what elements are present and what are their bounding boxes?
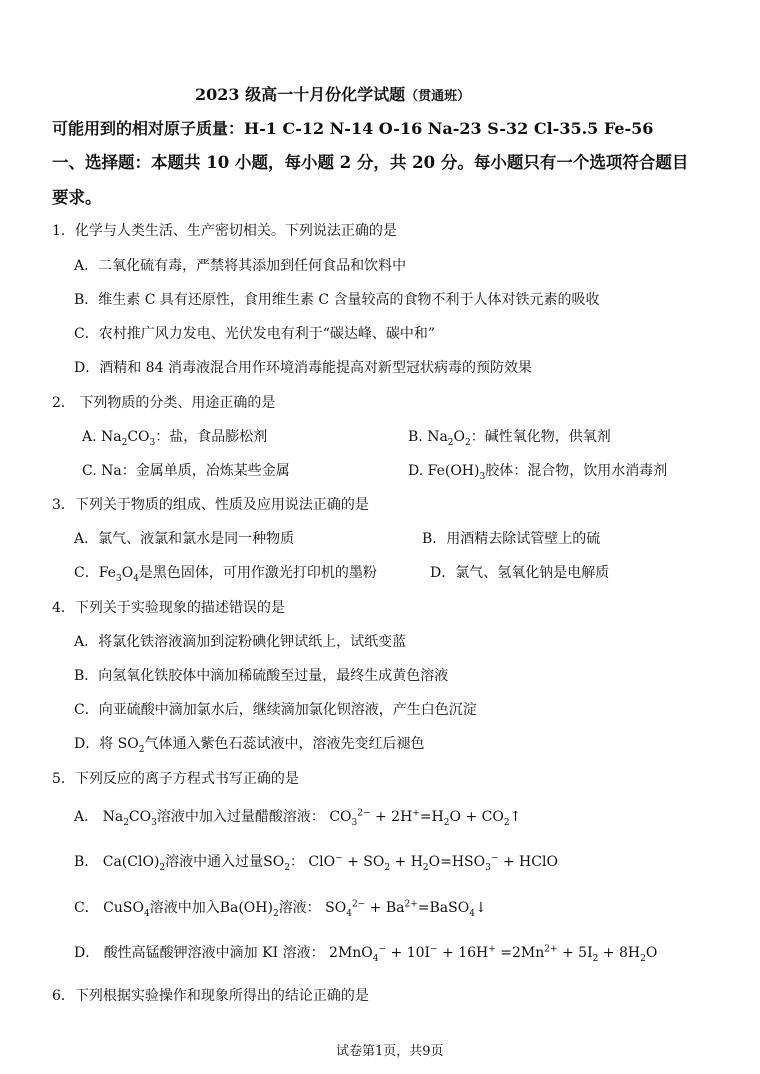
q5-c-equation: $SO_4^{2-}$ + $Ba^{2+}=BaSO_4↓$ bbox=[325, 899, 487, 919]
q2-option-d: D. $Fe(OH)_3$胶体：混合物，饮用水消毒剂 bbox=[408, 463, 668, 482]
q5-option-b: B． $Ca(ClO)_2$溶液中通入过量$SO_2$： $ClO^- + SO_2 + H_2O=HSO_3^-$ + HClO bbox=[74, 853, 558, 873]
q5-option-a: A． $Na_2CO_3$溶液中加入过量醋酸溶液： $CO_3^{2-} + 2H^+=H_2O$ + $CO_2↑$ bbox=[74, 808, 522, 828]
q6-stem: 6．下列根据实验操作和现象所得出的结论正确的是 bbox=[52, 988, 369, 1004]
q4-option-a: A．将氯化铁溶液滴加到淀粉碘化钾试纸上，试纸变蓝 bbox=[74, 634, 407, 650]
atomic-masses: 可能用到的相对原子质量：H-1 C-12 N-14 O-16 Na-23 S-32 Cl-35.5 Fe-56 bbox=[52, 119, 654, 138]
q4-option-b: B．向氢氧化铁胶体中滴加稀硫酸至过量，最终生成黄色溶液 bbox=[74, 668, 449, 684]
page-footer: 试卷第1页，共9页 bbox=[336, 1044, 444, 1059]
q5-option-d: D． 酸性高锰酸钾溶液中滴加 KI 溶液： $2MnO_4^- + 10I^- + 16H^+ =2Mn^{2+} + 5I_2 + 8H_2O$ bbox=[74, 944, 658, 964]
q4-option-d: D．将 $SO_2$气体通入紫色石蕊试液中，溶液先变红后褪色 bbox=[74, 736, 425, 755]
exam-title-main: 2023 级高一十月份化学试题 bbox=[195, 85, 406, 104]
q4-option-c: C．向亚硫酸中滴加氯水后，继续滴加氯化钡溶液，产生白色沉淀 bbox=[74, 702, 477, 718]
q3-stem: 3．下列关于物质的组成、性质及应用说法正确的是 bbox=[52, 497, 369, 513]
exam-title-suffix: （贯通班） bbox=[405, 89, 471, 104]
q2-option-b: B. $Na_2O_2$：碱性氧化物，供氧剂 bbox=[408, 429, 611, 448]
q3-option-a: A．氯气、液氯和氯水是同一种物质 bbox=[74, 531, 295, 547]
section-heading-cont: 要求。 bbox=[52, 188, 102, 207]
q5-a-equation: $CO_3^{2-} + 2H^+=H_2O$ + $CO_2↑$ bbox=[329, 808, 522, 828]
q5-option-c: C． CuSO$_4$溶液中加入$Ba(OH)_2$溶液： $SO_4^{2-}$ + $Ba^{2+}=BaSO_4↓$ bbox=[74, 899, 487, 919]
q2-option-a: A. $Na_2CO_3$：盐，食品膨松剂 bbox=[82, 429, 268, 448]
q3-option-b: B．用酒精去除试管壁上的硫 bbox=[422, 531, 601, 547]
section-heading: 一、选择题：本题共 10 小题，每小题 2 分，共 20 分。每小题只有一个选项符合题目 bbox=[52, 153, 689, 172]
q2-option-c: C. Na：金属单质，冶炼某些金属 bbox=[82, 463, 290, 479]
q3-option-d: D．氯气、氢氧化钠是电解质 bbox=[430, 565, 610, 581]
q5-stem: 5．下列反应的离子方程式书写正确的是 bbox=[52, 771, 299, 787]
q3-option-c: C．$Fe_3O_4$是黑色固体，可用作激光打印机的墨粉 bbox=[74, 565, 377, 584]
q1-option-d: D．酒精和 84 消毒液混合用作环境消毒能提高对新型冠状病毒的预防效果 bbox=[74, 360, 532, 376]
q5-d-equation: $2MnO_4^- + 10I^- + 16H^+ =2Mn^{2+} + 5I_2 + 8H_2O$ bbox=[329, 944, 658, 964]
q4-stem: 4．下列关于实验现象的描述错误的是 bbox=[52, 600, 285, 616]
q1-option-b: B．维生素 C 具有还原性，食用维生素 C 含量较高的食物不利于人体对铁元素的吸收 bbox=[74, 292, 600, 308]
exam-title bbox=[195, 82, 470, 105]
q5-b-equation: $ClO^- + SO_2 + H_2O=HSO_3^-$ + HClO bbox=[308, 853, 558, 873]
q1-option-a: A．二氧化硫有毒，严禁将其添加到任何食品和饮料中 bbox=[74, 258, 407, 274]
q1-option-c: C．农村推广风力发电、光伏发电有利于“碳达峰、碳中和” bbox=[74, 326, 436, 342]
q2-stem: 2． 下列物质的分类、用途正确的是 bbox=[52, 395, 276, 411]
q1-stem: 1．化学与人类生活、生产密切相关。下列说法正确的是 bbox=[52, 223, 397, 239]
